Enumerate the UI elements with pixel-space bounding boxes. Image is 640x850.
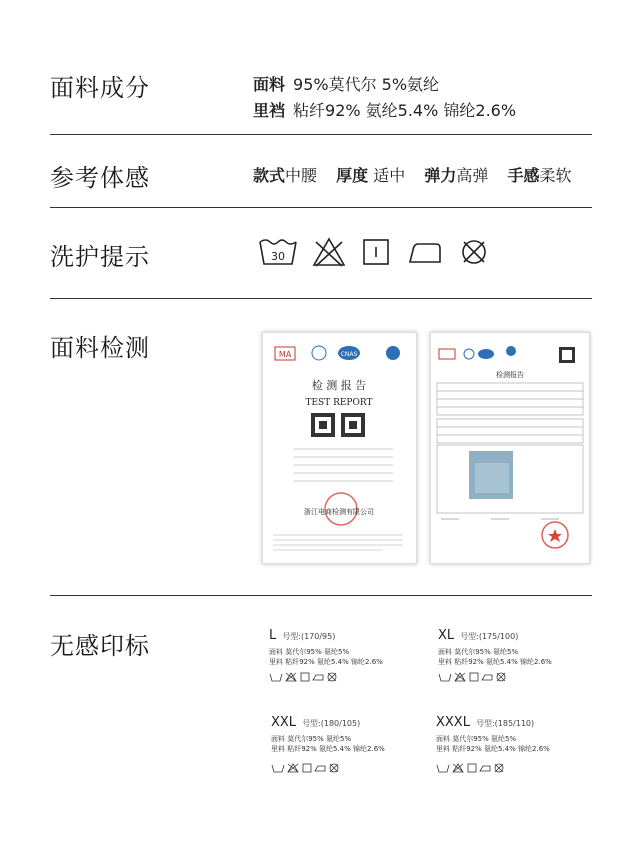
section-title-care: 洗护提示 [50,243,150,271]
size-label: XXL 号型:(180/105) [271,715,361,730]
test-report-page [430,332,590,564]
feel-value-touch: 柔软 [539,166,572,185]
fabric-label: 面料 [253,75,286,94]
svg-text:TEST REPORT: TEST REPORT [305,398,373,408]
lining-composition [253,98,516,121]
label-fabric-line: 面料 莫代尔95% 氨纶5% [438,648,519,656]
svg-text:30: 30 [271,250,285,263]
label-fabric-line: 面料 莫代尔95% 氨纶5% [436,735,517,743]
iron-icon [406,236,444,268]
label-lining-line: 里料 粘纤92% 氨纶5.4% 锦纶2.6% [436,745,550,753]
size-label: XXXL 号型:(185/110) [436,715,535,730]
section-title-labels: 无感印标 [50,632,150,660]
label-care-icons [271,763,341,773]
section-title-composition: 面料成分 [50,74,150,102]
test-report-cover [262,332,417,564]
report-page-graphic [431,333,589,563]
feel-value-thickness: 适中 [373,166,406,185]
feel-label-style: 款式 [253,166,286,185]
divider [50,207,592,208]
report-cover-graphic [263,333,416,563]
svg-text:检 测 报 告: 检 测 报 告 [311,379,367,392]
no-bleach-icon [312,236,346,268]
feel-value-elasticity: 高弹 [456,166,489,185]
divider [50,595,592,596]
lining-value: 粘纤92% 氨纶5.4% 锦纶2.6% [293,101,517,120]
lining-label: 里裆 [253,101,286,120]
svg-text:MA: MA [278,350,292,359]
fabric-value: 95%莫代尔 5%氨纶 [293,75,440,94]
size-label: XL 号型:(175/100) [438,628,519,643]
tumble-dry-icon [360,236,392,268]
label-lining-line: 里料 粘纤92% 氨纶5.4% 锦纶2.6% [438,658,552,666]
care-icons [258,236,490,268]
label-lining-line: 里料 粘纤92% 氨纶5.4% 锦纶2.6% [271,745,385,753]
size-label-card [261,715,385,781]
wash-30-icon [258,236,298,268]
label-fabric-line: 面料 莫代尔95% 氨纶5% [271,735,352,743]
divider [50,134,592,135]
svg-text:CNAS: CNAS [340,351,358,358]
feel-label-touch: 手感 [507,166,540,185]
feel-value-style: 中腰 [285,166,318,185]
divider [50,298,592,299]
size-label-card [259,628,383,694]
section-title-testing: 面料检测 [50,334,150,362]
no-dry-clean-icon [458,236,490,268]
size-label: L号型:(170/95) [269,628,336,643]
feel-label-elasticity: 弹力 [424,166,457,185]
svg-text:检测报告: 检测报告 [496,371,524,379]
feel-attributes [253,163,586,186]
label-lining-line: 里料 粘纤92% 氨纶5.4% 锦纶2.6% [269,658,383,666]
label-care-icons [269,672,339,682]
label-fabric-line: 面料 莫代尔95% 氨纶5% [269,648,350,656]
svg-text:浙江电商检测有限公司: 浙江电商检测有限公司 [304,508,374,516]
fabric-composition [253,72,439,95]
size-label-card [428,628,552,694]
size-label-card [426,715,550,781]
section-title-feel: 参考体感 [50,164,150,192]
label-care-icons [438,672,508,682]
feel-label-thickness: 厚度 [336,166,369,185]
label-care-icons [436,763,506,773]
